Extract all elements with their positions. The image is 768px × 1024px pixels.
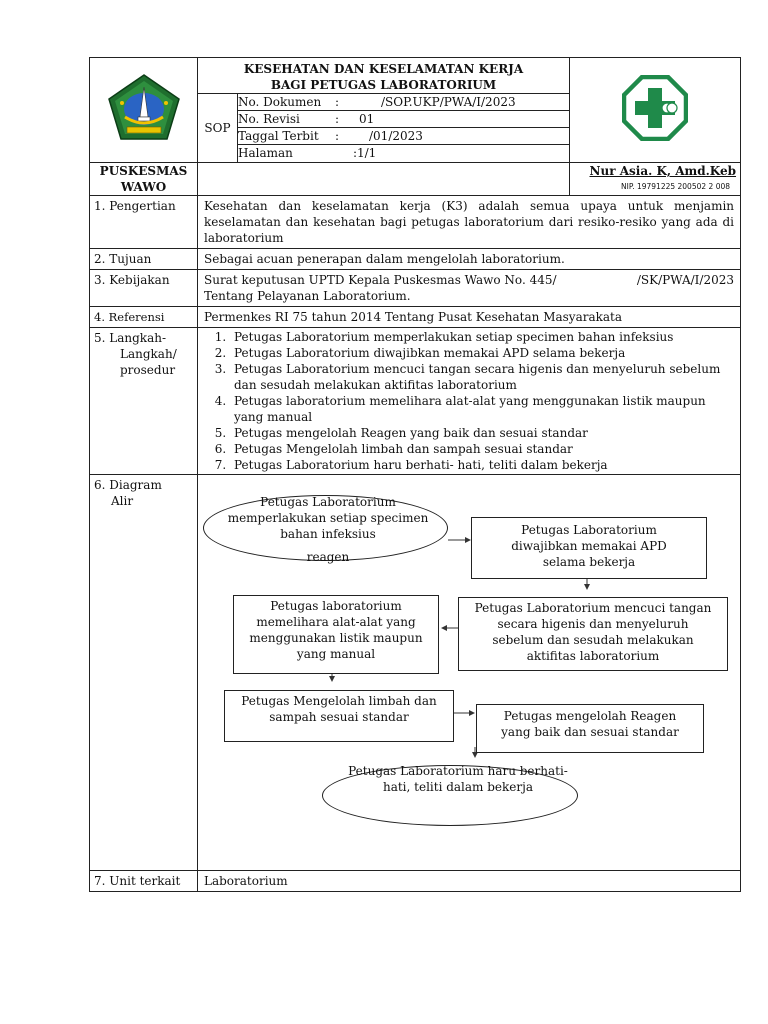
section-text-unit: Laboratorium xyxy=(198,871,741,892)
flow-node-1-line3: bahan infeksius xyxy=(280,527,376,541)
flow-node-4-line3: menggunakan listik maupun xyxy=(249,631,423,645)
sop-label-cell xyxy=(198,94,238,163)
section-label-kebijakan: 3. Kebijakan xyxy=(90,270,198,307)
document-meta-table xyxy=(238,94,569,161)
flow-node-1-line4: reagen xyxy=(306,550,350,564)
flow-node-5 xyxy=(224,690,454,742)
regency-emblem-icon xyxy=(105,73,183,143)
health-cross-logo-icon xyxy=(622,75,688,141)
health-logo-cell xyxy=(570,58,741,163)
list-item: 7. Petugas Laboratorium haru berhati- hati, teliti dalam bekerja xyxy=(230,457,734,473)
diagram-label-line2: Alir xyxy=(111,494,134,508)
flow-node-1-text xyxy=(223,494,433,565)
flow-node-7-text xyxy=(338,763,578,795)
flow-node-1-line2: memperlakukan setiap specimen xyxy=(227,511,429,525)
meta-value: 01 xyxy=(357,111,569,128)
flow-node-6 xyxy=(476,704,704,753)
regency-logo-cell xyxy=(90,58,198,163)
meta-row xyxy=(238,111,569,128)
meta-label: No. Revisi xyxy=(238,111,335,128)
section-label-langkah xyxy=(90,328,198,475)
flow-node-3 xyxy=(458,597,728,671)
meta-value: /01/2023 xyxy=(357,128,569,145)
section-label-referensi: 4. Referensi xyxy=(90,307,198,328)
list-item: 2. Petugas Laboratorium diwajibkan memakai APD selama bekerja xyxy=(230,345,734,361)
meta-sep: : xyxy=(335,128,357,145)
flow-diagram xyxy=(198,475,739,870)
meta-sep: : xyxy=(335,94,357,111)
flow-node-5-line2: sampah sesuai standar xyxy=(269,710,409,724)
flow-node-1-line1: Petugas Laboratorium xyxy=(260,495,396,509)
meta-label: Taggal Terbit xyxy=(238,128,335,145)
list-item: 6. Petugas Mengelolah limbah dan sampah sesuai standar xyxy=(230,441,734,457)
list-item: 5. Petugas mengelolah Reagen yang baik dan sesuai standar xyxy=(230,425,734,441)
section-label-tujuan: 2. Tujuan xyxy=(90,249,198,270)
meta-label: No. Dokumen xyxy=(238,94,335,111)
langkah-label-line2: Langkah/ xyxy=(120,347,177,361)
flow-node-3-line3: sebelum dan sesudah melakukan xyxy=(492,633,694,647)
section-label-pengertian: 1. Pengertian xyxy=(90,196,198,249)
sop-document xyxy=(89,57,740,892)
flow-node-4-line4: yang manual xyxy=(296,647,376,661)
flow-node-3-line4: aktifitas laboratorium xyxy=(526,649,660,663)
flow-node-4-line2: memelihara alat-alat yang xyxy=(256,615,416,629)
flow-node-5-line1: Petugas Mengelolah limbah dan xyxy=(241,694,437,708)
meta-value: 1/1 xyxy=(357,145,569,162)
document-meta-cell xyxy=(238,94,570,163)
section-text-referensi: Permenkes RI 75 tahun 2014 Tentang Pusat Kesehatan Masyarakata xyxy=(198,307,741,328)
flow-node-6-line1: Petugas mengelolah Reagen xyxy=(503,709,677,723)
org-spacer-cell xyxy=(198,163,570,196)
section-label-diagram xyxy=(90,475,198,871)
section-steps xyxy=(198,328,741,475)
flow-node-4 xyxy=(233,595,439,674)
section-label-unit: 7. Unit terkait xyxy=(90,871,198,892)
sop-title-line2: BAGI PETUGAS LABORATORIUM xyxy=(270,78,497,92)
flow-node-2-line2: diwajibkan memakai APD xyxy=(511,539,667,553)
flow-node-2-line1: Petugas Laboratorium xyxy=(521,523,657,537)
langkah-label-line3: prosedur xyxy=(120,363,176,377)
org-name-line2: WAWO xyxy=(120,180,167,194)
sop-title-line1: KESEHATAN DAN KESELAMATAN KERJA xyxy=(243,62,524,76)
meta-row xyxy=(238,94,569,111)
flow-node-7-line2: hati, teliti dalam bekerja xyxy=(382,780,534,794)
section-text-kebijakan xyxy=(198,270,741,307)
section-text-tujuan: Sebagai acuan penerapan dalam mengelolah laboratorium. xyxy=(198,249,741,270)
meta-value: /SOP.UKP/PWA/I/2023 xyxy=(357,94,569,111)
flow-node-2 xyxy=(471,517,707,579)
flow-node-7-line1: Petugas Laboratorium haru berhati- xyxy=(348,764,568,778)
org-name-line1: PUSKESMAS xyxy=(99,164,188,178)
diagram-label-line1: 6. Diagram xyxy=(94,478,162,492)
kebijakan-decree-number: /SK/PWA/I/2023 xyxy=(636,273,735,287)
kebijakan-decree-text: Surat keputusan UPTD Kepala Puskesmas Wawo No. 445/ xyxy=(204,273,557,287)
list-item: 4. Petugas laboratorium memelihara alat-alat yang menggunakan listik maupun yang manual xyxy=(230,393,734,425)
kebijakan-decree-subject: Tentang Pelayanan Laboratorium. xyxy=(204,289,411,303)
meta-sep: : xyxy=(335,111,357,128)
langkah-label-line1: 5. Langkah- xyxy=(94,331,167,345)
flow-node-2-line3: selama bekerja xyxy=(542,555,636,569)
signer-nip: NIP. 19791225 200502 2 008 xyxy=(621,182,731,191)
flow-diagram-cell xyxy=(198,475,741,871)
meta-row xyxy=(238,128,569,145)
meta-sep: : xyxy=(335,145,357,162)
list-item: 1. Petugas Laboratorium memperlakukan setiap specimen bahan infeksius xyxy=(230,329,734,345)
procedure-list xyxy=(204,329,734,473)
sop-title xyxy=(198,58,570,94)
signer-cell xyxy=(570,163,741,196)
flow-node-6-line2: yang baik dan sesuai standar xyxy=(501,725,679,739)
meta-row xyxy=(238,145,569,162)
section-text-pengertian: Kesehatan dan keselamatan kerja (K3) adalah semua upaya untuk menjamin keselamatan dan kesehatan bagi petugas laboratorium dari resiko-resiko yang ada di laboratorium xyxy=(198,196,741,249)
flow-node-4-line1: Petugas laboratorium xyxy=(270,599,402,613)
organization-cell xyxy=(90,163,198,196)
meta-label: Halaman xyxy=(238,145,335,162)
flow-node-3-line1: Petugas Laboratorium mencuci tangan xyxy=(474,601,712,615)
signer-name: Nur Asia. K, Amd.Keb xyxy=(589,164,737,178)
flow-node-3-line2: secara higenis dan menyeluruh xyxy=(497,617,689,631)
sop-label: SOP xyxy=(204,121,231,135)
list-item: 3. Petugas Laboratorium mencuci tangan secara higenis dan menyeluruh sebelum dan sesudah melakukan aktifitas laboratorium xyxy=(230,361,734,393)
